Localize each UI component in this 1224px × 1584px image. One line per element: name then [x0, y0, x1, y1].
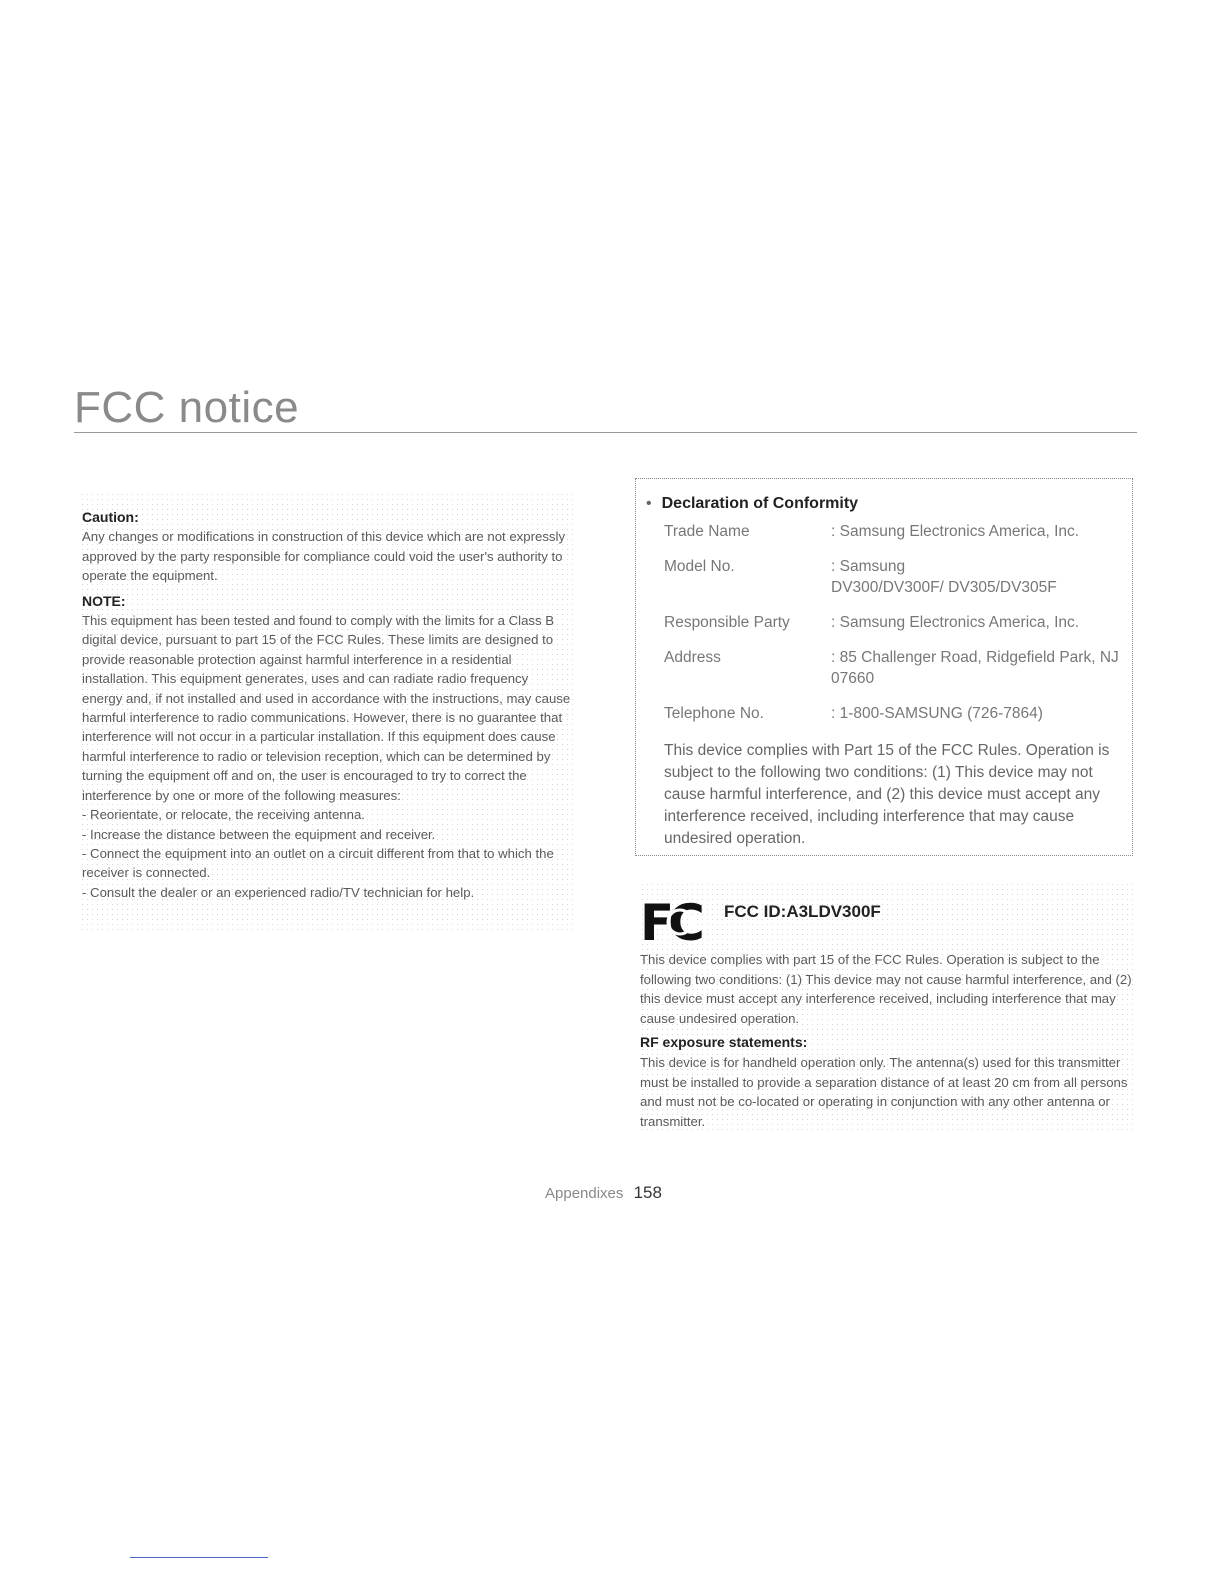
measure-item: - Reorientate, or relocate, the receiving antenna. — [82, 807, 365, 823]
bullet-icon: • — [646, 495, 652, 512]
declaration-key: Trade Name — [664, 523, 750, 540]
declaration-key: Address — [664, 649, 721, 666]
declaration-row — [664, 556, 1132, 598]
declaration-row — [664, 612, 1132, 633]
fcc-logo-icon — [640, 894, 704, 946]
caution-text: Any changes or modifications in construction of this device which are not expressly approved by the party responsible for compliance could void the user's authority to operate the equipment. — [82, 529, 566, 584]
declaration-value: : Samsung DV300/DV300F/ DV305/DV305F — [831, 558, 1057, 596]
fcc-id-label: FCC ID:A3LDV300F — [724, 902, 881, 921]
page-title: FCC notice — [74, 383, 300, 432]
bottom-divider — [130, 1557, 268, 1558]
measure-item: - Connect the equipment into an outlet on a circuit different from that to which the receiver is connected. — [82, 845, 554, 881]
fcc-notice-left-column — [80, 492, 575, 932]
declaration-key: Responsible Party — [664, 614, 790, 631]
declaration-row — [664, 703, 1132, 724]
measure-item: - Consult the dealer or an experienced radio/TV technician for help. — [82, 884, 475, 900]
declaration-value: : Samsung Electronics America, Inc. — [831, 614, 1080, 631]
declaration-value: : 85 Challenger Road, Ridgefield Park, NJ 07660 — [831, 649, 1119, 687]
declaration-of-conformity-box — [635, 478, 1133, 856]
note-label: NOTE: — [82, 592, 126, 609]
declaration-value: : 1-800-SAMSUNG (726-7864) — [831, 705, 1043, 722]
fcc-id-body — [640, 950, 1134, 1131]
rf-exposure-label: RF exposure statements: — [640, 1034, 808, 1051]
measure-item: - Increase the distance between the equipment and receiver. — [82, 826, 436, 842]
declaration-body — [664, 740, 1124, 850]
declaration-key: Model No. — [664, 558, 735, 575]
fcc-logo-text: FC — [640, 894, 699, 946]
footer-section: Appendixes — [545, 1185, 624, 1202]
declaration-row — [664, 647, 1132, 689]
caution-label: Caution: — [82, 509, 139, 525]
page-footer — [545, 1183, 662, 1203]
page-number: 158 — [633, 1183, 662, 1202]
declaration-row — [664, 521, 1132, 542]
declaration-heading-text: Declaration of Conformity — [661, 495, 859, 512]
declaration-key: Telephone No. — [664, 705, 764, 722]
note-text: This equipment has been tested and found to comply with the limits for a Class B digital device, pursuant to part 15 of the FCC Rules. These limits are designed to provide reasonable protection against harmful interference in a residential installation. This equipment generates, uses and can radiate radio frequency energy and, if not installed and used in accordance with the instructions, may cause harmful interference to radio communications. However, there is no guarantee that interference will not occur in a particular installation. If this equipment does cause harmful interference to radio or television reception, which can be determined by turning the equipment off and on, the user is encouraged to try to correct the interference by one or more of the following measures: — [82, 613, 571, 803]
title-divider — [74, 432, 1137, 433]
rf-exposure-text: This device is for handheld operation only. The antenna(s) used for this transmitter must be installed to provide a separation distance of at least 20 cm from all persons and must not be co-located or operating in conjunction with any other antenna or transmitter. — [640, 1054, 1128, 1129]
declaration-body-text: This device complies with Part 15 of the FCC Rules. Operation is subject to the following two conditions: (1) This device may not cause harmful interference, and (2) this device must accept any interference received, including interference that may cause undesired operation. — [664, 742, 1110, 847]
declaration-value: : Samsung Electronics America, Inc. — [831, 523, 1080, 540]
declaration-heading — [646, 495, 1132, 513]
fcc-id-block — [640, 882, 1134, 1132]
fcc-compliance-text: This device complies with part 15 of the FCC Rules. Operation is subject to the following two conditions: (1) This device may not cause harmful interference, and (2) this device must accept any interference received, including interference that may cause undesired operation. — [640, 952, 1132, 1026]
